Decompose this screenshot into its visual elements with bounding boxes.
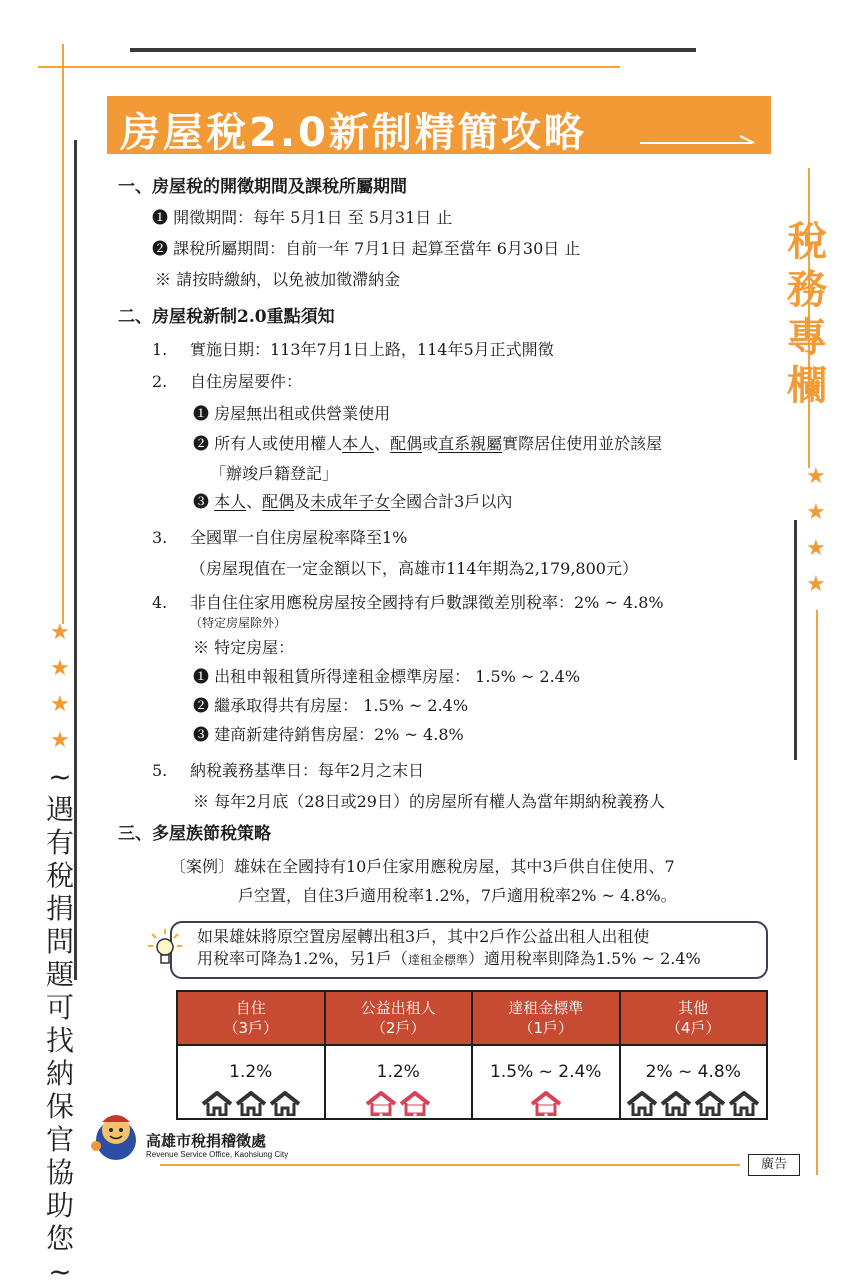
table-header-cell xyxy=(472,991,620,1045)
point-2b xyxy=(193,433,662,455)
underlined-term: 本人 xyxy=(214,492,247,511)
text: 及 xyxy=(294,492,311,511)
star-icon: ★ xyxy=(50,656,70,681)
table-row xyxy=(177,1045,767,1119)
point-number: 4. xyxy=(152,593,168,612)
house-icon xyxy=(235,1090,267,1116)
star-icon: ★ xyxy=(50,728,70,753)
rate-value: 1.2% xyxy=(229,1062,273,1082)
underlined-term: 直系親屬 xyxy=(438,434,503,453)
point-5-note: ※ 每年2月底（28日或29日）的房屋所有權人為當年期納稅義務人 xyxy=(193,792,665,811)
case-line2: 戶空置，自住3戶適用稅率1.2%，7戶適用稅率2% ~ 4.8%。 xyxy=(238,886,677,905)
text: ❸ xyxy=(193,492,215,511)
table-header-cell xyxy=(325,991,473,1045)
left-orange-rule xyxy=(62,44,64,624)
house-icon xyxy=(626,1090,658,1116)
house-icons xyxy=(327,1090,471,1116)
house-icon xyxy=(399,1090,431,1116)
col-label: 自住 xyxy=(235,999,266,1017)
section1-item2: ❷ 課稅所屬期間：自前一年 7月1日 起算至當年 6月30日 止 xyxy=(152,239,581,258)
text: ）適用稅率則降為1.5% ~ 2.4% xyxy=(467,949,701,968)
house-icons xyxy=(179,1090,323,1116)
case-line1: 〔案例〕雄妹在全國持有10戶住家用應稅房屋，其中3戶供自住使用、7 xyxy=(170,857,675,876)
table-header-cell xyxy=(177,991,325,1045)
text: 、 xyxy=(246,492,263,511)
lightbulb-icon xyxy=(148,928,182,968)
table-cell xyxy=(177,1045,325,1119)
bottom-orange-rule xyxy=(160,1164,740,1166)
table-cell xyxy=(472,1045,620,1119)
rate-value: 1.5% ~ 2.4% xyxy=(490,1062,602,1082)
col-label: 達租金標準 xyxy=(508,999,584,1017)
text: ❷ 所有人或使用權人 xyxy=(193,434,343,453)
point-1: 實施日期：113年7月1日上路，114年5月正式開徵 xyxy=(190,340,554,359)
underlined-term: 未成年子女 xyxy=(310,492,391,511)
point-3-note: （房屋現值在一定金額以下，高雄市114年期為2,179,800元） xyxy=(190,559,638,578)
org-name: 高雄市稅捐稽徵處 xyxy=(146,1132,267,1150)
table-cell xyxy=(325,1045,473,1119)
underlined-term: 配偶 xyxy=(262,492,295,511)
house-icon xyxy=(660,1090,692,1116)
table-header-row xyxy=(177,991,767,1045)
point-5: 納稅義務基準日：每年2月之末日 xyxy=(190,761,425,780)
text: 、 xyxy=(374,434,391,453)
house-icons xyxy=(474,1090,618,1116)
top-orange-rule xyxy=(38,66,620,68)
text: 實際居住使用並於該屋 xyxy=(502,434,663,453)
rate-value: 2% ~ 4.8% xyxy=(645,1062,741,1082)
point-4-special: ※ 特定房屋： xyxy=(193,638,295,657)
point-2: 自住房屋要件： xyxy=(190,372,303,391)
col-count: （2戶） xyxy=(370,1019,426,1037)
underlined-term: 配偶 xyxy=(390,434,423,453)
banner-arrow-icon xyxy=(640,132,760,148)
section3-heading: 三、多屋族節稅策略 xyxy=(118,824,271,844)
col-label: 公益出租人 xyxy=(360,999,436,1017)
point-4: 非自住住家用應稅房屋按全國持有戶數課徵差別稅率：2% ~ 4.8% xyxy=(190,593,664,612)
point-4-small: （特定房屋除外） xyxy=(190,616,287,630)
column-label: 稅務專欄 xyxy=(787,219,827,409)
section1-item1: ❶ 開徵期間：每年 5月1日 至 5月31日 止 xyxy=(152,208,453,227)
point-number: 5. xyxy=(152,761,168,780)
mascot-logo-icon xyxy=(90,1106,142,1166)
point-2b-line2: 「辦竣戶籍登記」 xyxy=(210,464,339,483)
rate-value: 1.2% xyxy=(376,1062,420,1082)
point-2c xyxy=(193,491,512,513)
table-cell xyxy=(620,1045,768,1119)
point-4a: ❶ 出租申報租賃所得達租金標準房屋： 1.5% ~ 2.4% xyxy=(193,667,581,686)
tip-line2 xyxy=(197,948,701,971)
col-count: （1戶） xyxy=(518,1019,574,1037)
ad-label: 廣告 xyxy=(748,1154,800,1176)
section2-heading: 二、房屋稅新制2.0重點須知 xyxy=(118,307,335,327)
star-icon: ★ xyxy=(50,692,70,717)
side-tagline: ~遇有稅捐問題可找納保官協助您~ xyxy=(45,760,74,1288)
star-icon: ★ xyxy=(806,572,826,597)
page-title: 房屋稅2.0新制精簡攻略 xyxy=(120,110,587,156)
text: 用稅率可降為1.2%，另1戶（ xyxy=(197,949,408,968)
rate-table xyxy=(176,990,768,1120)
house-icon xyxy=(269,1090,301,1116)
star-icon: ★ xyxy=(806,464,826,489)
right-dark-rule xyxy=(794,520,797,760)
table-header-cell xyxy=(620,991,768,1045)
small-text: 達租金標準 xyxy=(407,953,468,967)
col-label: 其他 xyxy=(678,999,709,1017)
point-number: 2. xyxy=(152,372,168,391)
point-number: 1. xyxy=(152,340,168,359)
house-icon xyxy=(201,1090,233,1116)
point-number: 3. xyxy=(152,528,168,547)
star-icon: ★ xyxy=(806,500,826,525)
house-icons xyxy=(622,1090,766,1116)
point-4c: ❸ 建商新建待銷售房屋：2% ~ 4.8% xyxy=(193,725,464,744)
point-4b: ❷ 繼承取得共有房屋： 1.5% ~ 2.4% xyxy=(193,696,469,715)
house-icon xyxy=(365,1090,397,1116)
house-icon xyxy=(530,1090,562,1116)
tip-line1: 如果雄妹將原空置房屋轉出租3戶，其中2戶作公益出租人出租使 xyxy=(197,927,650,946)
section1-heading: 一、房屋稅的開徵期間及課稅所屬期間 xyxy=(118,177,407,197)
section1-note: ※ 請按時繳納，以免被加徵滯納金 xyxy=(155,270,401,289)
star-icon: ★ xyxy=(50,620,70,645)
star-icon: ★ xyxy=(806,536,826,561)
text: 或 xyxy=(422,434,439,453)
house-icon xyxy=(694,1090,726,1116)
point-3: 全國單一自住房屋稅率降至1% xyxy=(190,528,408,547)
col-count: （4戶） xyxy=(665,1019,721,1037)
top-rule xyxy=(130,48,696,52)
text: 全國合計3戶以內 xyxy=(390,492,513,511)
house-icon xyxy=(728,1090,760,1116)
underlined-term: 本人 xyxy=(342,434,375,453)
col-count: （3戶） xyxy=(223,1019,279,1037)
org-name-english: Revenue Service Office, Kaohsiung City xyxy=(146,1150,289,1159)
right-orange-rule-bottom xyxy=(816,610,818,1175)
point-2a: ❶ 房屋無出租或供營業使用 xyxy=(193,404,391,423)
